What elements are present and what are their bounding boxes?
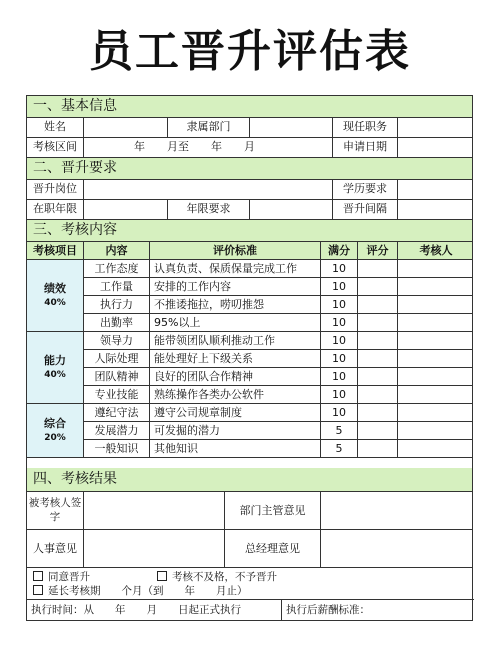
promotion-interval-label: 晋升间隔 — [333, 200, 398, 219]
col-score: 评分 — [358, 242, 398, 259]
current-position-label: 现任职务 — [333, 118, 398, 137]
tenure-req-label: 年限要求 — [168, 200, 250, 219]
evaluation-form — [26, 95, 473, 621]
salary-standard[interactable]: 执行后薪酬标准： — [286, 604, 370, 616]
option-agree[interactable] — [33, 570, 90, 584]
group-overall — [27, 404, 84, 458]
item-content: 团队精神 — [84, 368, 150, 385]
item-assessor-field[interactable] — [398, 404, 474, 421]
item-score-field[interactable] — [358, 440, 398, 457]
education-req-label: 学历要求 — [333, 180, 398, 199]
item-score-field[interactable] — [358, 332, 398, 349]
tenure-field[interactable] — [84, 200, 168, 219]
item-content: 领导力 — [84, 332, 150, 349]
assessment-row — [27, 386, 472, 404]
basic-info-row-2 — [27, 138, 472, 158]
group-ability-name: 能力 — [44, 353, 66, 367]
section-promotion-req-header: 二、晋升要求 — [27, 158, 472, 180]
assessment-column-header — [27, 242, 472, 260]
gm-opinion-label: 总经理意见 — [225, 530, 321, 567]
item-assessor-field[interactable] — [398, 350, 474, 367]
assessment-row — [27, 296, 472, 314]
item-score-field[interactable] — [358, 350, 398, 367]
result-row-1 — [27, 492, 472, 530]
item-standard: 不推诿拖拉，唠叨推怨 — [150, 296, 321, 313]
group-performance-pct: 40% — [44, 297, 66, 308]
item-standard: 遵守公司规章制度 — [150, 404, 321, 421]
execution-row — [27, 600, 472, 620]
item-content: 工作态度 — [84, 260, 150, 277]
basic-info-row-1 — [27, 118, 472, 138]
item-assessor-field[interactable] — [398, 368, 474, 385]
dept-opinion-field[interactable] — [321, 492, 474, 529]
item-standard: 能带领团队顺利推动工作 — [150, 332, 321, 349]
item-content: 工作量 — [84, 278, 150, 295]
assessee-sign-label: 被考核人签字 — [27, 492, 84, 529]
item-max-score: 5 — [321, 422, 358, 439]
item-max-score: 10 — [321, 314, 358, 331]
item-max-score: 10 — [321, 278, 358, 295]
item-max-score: 10 — [321, 350, 358, 367]
option-extend[interactable] — [33, 584, 248, 598]
promotion-interval-field[interactable] — [398, 200, 474, 219]
gm-opinion-field[interactable] — [321, 530, 474, 567]
group-overall-pct: 20% — [44, 432, 66, 443]
promotion-req-row-1 — [27, 180, 472, 200]
promotion-req-row-2 — [27, 200, 472, 220]
item-max-score: 10 — [321, 296, 358, 313]
item-score-field[interactable] — [358, 404, 398, 421]
item-standard: 其他知识 — [150, 440, 321, 457]
item-standard: 良好的团队合作精神 — [150, 368, 321, 385]
assessment-row — [27, 332, 472, 350]
item-standard: 可发掘的潜力 — [150, 422, 321, 439]
item-content: 人际处理 — [84, 350, 150, 367]
item-score-field[interactable] — [358, 422, 398, 439]
assessment-row — [27, 278, 472, 296]
education-req-field[interactable] — [398, 180, 474, 199]
tenure-label: 在职年限 — [27, 200, 84, 219]
item-max-score: 10 — [321, 404, 358, 421]
result-options — [27, 568, 474, 600]
option-fail-label: 考核不及格，不予晋升 — [172, 571, 277, 583]
apply-date-field[interactable] — [398, 138, 474, 157]
execution-time[interactable]: 执行时间：从 年 月 日起正式执行 — [27, 600, 282, 620]
col-content: 内容 — [84, 242, 150, 259]
group-ability-pct: 40% — [44, 369, 66, 380]
section-result-header: 四、考核结果 — [27, 468, 472, 492]
item-content: 专业技能 — [84, 386, 150, 403]
hr-opinion-field[interactable] — [84, 530, 225, 567]
department-label: 隶属部门 — [168, 118, 250, 137]
assessment-row — [27, 404, 472, 422]
item-max-score: 5 — [321, 440, 358, 457]
item-max-score: 10 — [321, 368, 358, 385]
item-assessor-field[interactable] — [398, 422, 474, 439]
dept-opinion-label: 部门主管意见 — [225, 492, 321, 529]
assessment-row — [27, 440, 472, 458]
group-overall-name: 综合 — [44, 416, 66, 430]
item-assessor-field[interactable] — [398, 386, 474, 403]
checkbox-icon[interactable] — [157, 571, 167, 581]
target-position-field[interactable] — [84, 180, 333, 199]
item-score-field[interactable] — [358, 278, 398, 295]
item-score-field[interactable] — [358, 260, 398, 277]
item-standard: 能处理好上下级关系 — [150, 350, 321, 367]
section-basic-info-header: 一、基本信息 — [27, 96, 472, 118]
result-row-2 — [27, 530, 472, 568]
option-extend-label: 延长考核期 个月（到 年 月止） — [48, 585, 248, 597]
item-standard: 安排的工作内容 — [150, 278, 321, 295]
item-standard: 认真负责、保质保量完成工作 — [150, 260, 321, 277]
col-max-score: 满分 — [321, 242, 358, 259]
item-max-score: 10 — [321, 260, 358, 277]
hr-opinion-label: 人事意见 — [27, 530, 84, 567]
assessee-sign-field[interactable] — [84, 492, 225, 529]
item-content: 发展潜力 — [84, 422, 150, 439]
item-score-field[interactable] — [358, 386, 398, 403]
assessment-row — [27, 422, 472, 440]
group-performance-name: 绩效 — [44, 281, 66, 295]
period-field[interactable]: 年 月至 年 月 — [84, 138, 333, 157]
checkbox-icon[interactable] — [33, 585, 43, 595]
section-assessment-header: 三、考核内容 — [27, 220, 472, 242]
item-score-field[interactable] — [358, 296, 398, 313]
item-content: 执行力 — [84, 296, 150, 313]
option-fail[interactable] — [157, 570, 277, 584]
group-performance — [27, 260, 84, 332]
page-title: 员工晋升评估表 — [89, 26, 411, 77]
name-field[interactable] — [84, 118, 168, 137]
item-content: 遵纪守法 — [84, 404, 150, 421]
current-position-field[interactable] — [398, 118, 474, 137]
col-item: 考核项目 — [27, 242, 84, 259]
assessment-row — [27, 368, 472, 386]
department-field[interactable] — [250, 118, 333, 137]
item-assessor-field[interactable] — [398, 278, 474, 295]
item-score-field[interactable] — [358, 314, 398, 331]
assessment-row — [27, 350, 472, 368]
tenure-req-field[interactable] — [250, 200, 333, 219]
col-assessor: 考核人 — [419, 244, 453, 257]
item-standard: 熟练操作各类办公软件 — [150, 386, 321, 403]
item-assessor-field[interactable] — [398, 332, 474, 349]
group-ability — [27, 332, 84, 404]
item-assessor-field[interactable] — [398, 296, 474, 313]
name-label: 姓名 — [27, 118, 84, 137]
checkbox-icon[interactable] — [33, 571, 43, 581]
item-content: 一般知识 — [84, 440, 150, 457]
option-agree-label: 同意晋升 — [48, 571, 90, 583]
target-position-label: 晋升岗位 — [27, 180, 84, 199]
item-score-field[interactable] — [358, 368, 398, 385]
assessment-row — [27, 260, 472, 278]
item-assessor-field[interactable] — [398, 260, 474, 277]
assessment-row — [27, 314, 472, 332]
col-standard: 评价标准 — [150, 242, 321, 259]
item-max-score: 10 — [321, 332, 358, 349]
period-label: 考核区间 — [27, 138, 84, 157]
item-standard: 95%以上 — [150, 314, 321, 331]
item-assessor-field[interactable] — [398, 440, 474, 457]
apply-date-label: 申请日期 — [333, 138, 398, 157]
item-content: 出勤率 — [84, 314, 150, 331]
item-assessor-field[interactable] — [398, 314, 474, 331]
item-max-score: 10 — [321, 386, 358, 403]
